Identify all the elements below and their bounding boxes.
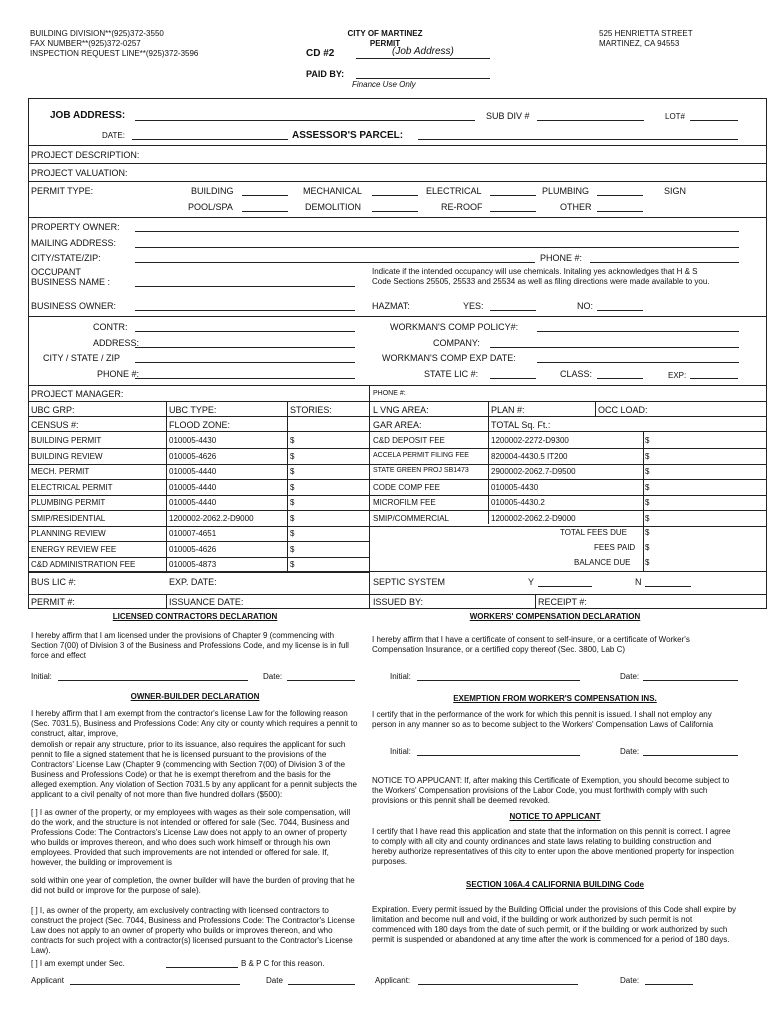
balance-due-label: BALANCE DUE	[574, 558, 631, 567]
divider	[28, 145, 767, 146]
fee-row-line	[28, 510, 369, 511]
owner-builder-p5: [ ] I, as owner of the property, am exclusively contracting with licensed contractors to construct the project (Sec. 7044, Business and Professions Code: The Contractor's License Law does not apply to an owner of property who builds or improves thereon, and who contracts for such project with a contractor(s) licensed pursuant to the Contractor's License Law).	[31, 906, 355, 955]
street-address: 525 HENRIETTA STREET	[599, 29, 693, 38]
no-field[interactable]	[597, 310, 643, 311]
fees-paid-label: FEES PAID	[594, 543, 636, 552]
building-option: BUILDING	[191, 186, 234, 196]
permit-number-label: PERMIT #:	[31, 597, 75, 607]
fee-row-line	[28, 526, 369, 527]
lot-label: LOT#	[665, 112, 686, 121]
fee-name: ENERGY REVIEW FEE	[31, 544, 117, 554]
ubc-grp-label: UBC GRP:	[31, 405, 75, 415]
fee-dollar[interactable]: $	[290, 560, 295, 569]
job-address-label: JOB ADDRESS:	[50, 110, 126, 121]
fee-row-line	[28, 448, 369, 449]
right-date-field[interactable]	[645, 984, 693, 985]
phone2-field[interactable]	[135, 378, 355, 379]
division-phone: BUILDING DIVISION**(925)372-3550	[30, 29, 164, 38]
owner-builder-p4: sold within one year of completion, the owner builder will have the burden of proving that he did not build or improve for the purpose of sale).	[31, 876, 355, 895]
fee-dollar[interactable]: $	[290, 529, 295, 538]
fee-dollar[interactable]: $	[645, 467, 650, 476]
licensed-contractors-title: LICENSED CONTRACTORS DECLARATION	[112, 612, 278, 621]
notice-to-applicant-title: NOTICE TO APPLICANT	[509, 812, 601, 821]
fee-account: 010005-4430	[491, 482, 539, 492]
class-label: CLASS:	[560, 369, 593, 379]
bus-lic-label: BUS LIC #:	[31, 577, 77, 587]
project-manager-label: PROJECT MANAGER:	[31, 389, 124, 399]
city-state-zip-field[interactable]	[135, 262, 535, 263]
fee-name: PLANNING REVIEW	[31, 529, 106, 538]
flood-zone-label: FLOOD ZONE:	[169, 420, 231, 430]
city-address	[599, 29, 693, 49]
exemption-text: I certify that in the performance of the work for which this pennit is issued. I shall not employ any person in any manner so as to become subject to the Workers' Compensation Laws of California	[372, 710, 714, 729]
cd-line	[356, 58, 490, 59]
business-owner-field[interactable]	[135, 310, 355, 311]
owner-date-label: Date	[266, 976, 283, 985]
fee-name: BUILDING REVIEW	[31, 451, 103, 461]
stories-label: STORIES:	[290, 405, 332, 415]
yes-field[interactable]	[490, 310, 536, 311]
fee-name: STATE GREEN PROJ SB1473	[373, 467, 469, 474]
occ-load-label: OCC LOAD:	[598, 405, 648, 415]
owner-applicant-label: Applicant	[31, 976, 64, 985]
workmans-policy-field[interactable]	[537, 331, 739, 332]
total-sq-label: TOTAL Sq. Ft.:	[491, 420, 551, 430]
fee-name: C&D ADMINISTRATION FEE	[31, 560, 136, 569]
receipt-label: RECEIPT #:	[538, 597, 587, 607]
fee-name: BUILDING PERMIT	[31, 436, 102, 445]
plumbing-option: PLUMBING	[542, 186, 590, 196]
company-label: COMPANY:	[433, 338, 480, 348]
phone-field[interactable]	[590, 262, 739, 263]
exp-label: EXP:	[668, 371, 687, 380]
fee-account: 010005-4626	[169, 451, 217, 461]
septic-label: SEPTIC SYSTEM	[373, 577, 446, 587]
workmans-policy-label: WORKMAN'S COMP POLICY#:	[390, 322, 519, 332]
project-description-label: PROJECT DESCRIPTION:	[31, 150, 140, 160]
reroof-field[interactable]	[490, 211, 536, 212]
city-zip: MARTINEZ, CA 94553	[599, 39, 680, 48]
ex-initial-label: Initial:	[390, 747, 411, 756]
divider	[28, 416, 767, 417]
fee-account: 010005-4440	[169, 482, 217, 492]
division-contacts	[30, 29, 198, 59]
assessor-field[interactable]	[418, 139, 738, 140]
column-divider	[287, 401, 288, 571]
no-label: NO:	[577, 301, 594, 311]
column-divider	[166, 594, 167, 609]
permit-type-label: PERMIT TYPE:	[31, 186, 94, 196]
class-field[interactable]	[597, 378, 643, 379]
septic-n: N	[635, 577, 642, 587]
wcd-date-field[interactable]	[643, 680, 738, 681]
lvng-label: L VNG AREA:	[373, 405, 429, 415]
divider	[28, 401, 767, 402]
fee-account: 010005-4873	[169, 560, 217, 569]
owner-builder-p3: [ ] I as owner of the property, or my employees with wages as their sole compensation, will do the work, and the structure is not intended or offered for sale (Sec. 7044, Business and Professions Code: The Contractors's License Law does not apply to an owner of property who builds or improves thereon, and who does such work himself or through his own employees. Provided that such improvements are not intended or offered for sale. If, however, the building or improvement is	[31, 808, 351, 867]
date-field[interactable]	[132, 139, 288, 140]
fee-account: 010005-4430.2	[491, 498, 545, 507]
exempt-field[interactable]	[166, 967, 238, 968]
notice-to-applicant-text: I certify that I have read this application and state that the information on this pennit is correct. I agree to comply with all city and county ordinances and state laws relating to building construction and hereby authorize representatives of this city to enter upon the above mentioned property for inspection purposes.	[372, 827, 734, 866]
workmans-exp-label: WORKMAN'S COMP EXP DATE:	[382, 353, 516, 363]
plan-label: PLAN #:	[491, 405, 525, 415]
fee-dollar[interactable]: $	[290, 482, 295, 492]
issuance-date-label: ISSUANCE DATE:	[169, 597, 244, 607]
phone-label: PHONE #:	[540, 253, 583, 263]
fee-name: MECH. PERMIT	[31, 467, 90, 476]
wcd-date-label: Date:	[620, 672, 640, 681]
owner-builder-p1: I hereby affirm that I am exempt from the contractor's license Law for the following reason (Sec. 7031.5), Business and Professions Code: Any city or county which requires a pennit to construct, altar, improve,	[31, 709, 358, 738]
fee-dollar[interactable]: $	[290, 498, 295, 507]
licensed-contractors-text: I hereby affirm that I am licensed under the provisions of Chapter 9 (commencing with Section 7(00) of Division 3 of the Business and Professions Code, and my license is in full force and effect	[31, 631, 349, 660]
city-title: CITY OF MARTINEZ	[347, 29, 423, 38]
fee-dollar[interactable]: $	[645, 513, 650, 523]
column-divider	[488, 401, 489, 524]
balance-dollar: $	[645, 558, 650, 567]
fee-account: 1200002-2272-D9300	[491, 436, 569, 445]
yes-label: YES:	[463, 301, 484, 311]
company-field[interactable]	[490, 347, 739, 348]
fee-name: PLUMBING PERMIT	[31, 498, 106, 507]
exempt-label: [ ] I am exempt under Sec.	[31, 959, 125, 968]
fee-row-line	[28, 479, 369, 480]
divider	[28, 316, 767, 317]
ex-date-label: Date:	[620, 747, 640, 756]
city-state-zip-label: CITY/STATE/ZIP:	[31, 253, 101, 263]
fee-name: ELECTRICAL PERMIT	[31, 482, 113, 492]
pool-field[interactable]	[242, 211, 288, 212]
divider	[28, 385, 767, 386]
total-dollar: $	[645, 528, 650, 537]
ex-date-field[interactable]	[643, 755, 738, 756]
paid-dollar: $	[645, 543, 650, 552]
fee-row-line	[28, 464, 369, 465]
issued-by-label: ISSUED BY:	[373, 597, 424, 607]
address-label: ADDRESS:	[93, 338, 140, 348]
lot-field[interactable]	[690, 120, 738, 121]
date-label: DATE:	[102, 131, 125, 140]
inspection-line: INSPECTION REQUEST LINE**(925)372-3596	[30, 49, 199, 58]
divider	[28, 431, 767, 432]
workers-comp-text: I hereby affirm that I have a certificate of consent to self-insure, or a certificate of Worker's Compensation Insurance, or a certified copy thereof (Sec. 3800, Lab C)	[372, 635, 690, 654]
notice-to-appucant-text: NOTICE TO APPUCANT: If, after making this Certificate of Exemption, you should become subject to the Workers' Compensation provisions of the Labor Code, you must forthwith comply with such provisions or this pennit shall be deemed revoked.	[372, 776, 730, 805]
workers-comp-title: WORKERS' COMPENSATION DECLARATION	[469, 612, 641, 621]
ex-initial-field[interactable]	[417, 755, 580, 756]
fee-row-line	[369, 495, 767, 496]
wcd-initial-field[interactable]	[417, 680, 580, 681]
fee-account: 2900002-2062.7-D9500	[491, 467, 576, 476]
divider	[28, 594, 767, 595]
permit-title: PERMIT	[369, 39, 401, 48]
fee-name: MICROFILM FEE	[373, 498, 436, 507]
city-state-zip2-label: CITY / STATE / ZIP	[43, 353, 121, 363]
lcd-date-label: Date:	[263, 672, 283, 681]
fee-row-line	[369, 526, 767, 527]
subdiv-field[interactable]	[537, 120, 644, 121]
fee-name: ACCELA PERMIT FILING FEE	[373, 451, 469, 459]
contr-field[interactable]	[135, 331, 355, 332]
mechanical-option: MECHANICAL	[303, 186, 363, 196]
business-owner-label: BUSINESS OWNER:	[31, 301, 117, 311]
right-applicant-label: Applicant:	[375, 976, 411, 985]
electrical-option: ELECTRICAL	[426, 186, 482, 196]
census-label: CENSUS #:	[31, 420, 79, 430]
owner-builder-title: OWNER-BUILDER DECLARATION	[130, 692, 260, 701]
fee-row-line	[369, 464, 767, 465]
workmans-exp-field[interactable]	[537, 362, 739, 363]
cd-label: CD #2	[306, 48, 335, 59]
fee-name: SMIP/RESIDENTIAL	[31, 513, 106, 523]
phone2-label: PHONE #:	[97, 369, 140, 379]
right-applicant-field[interactable]	[418, 984, 578, 985]
fee-name: CODE COMP FEE	[373, 482, 440, 492]
state-lic-label: STATE LIC #:	[424, 369, 479, 379]
owner-applicant-field[interactable]	[70, 984, 240, 985]
right-date-label: Date:	[620, 976, 640, 985]
total-fees-label: TOTAL FEES DUE	[560, 528, 627, 537]
exemption-title: EXEMPTION FROM WORKER'S COMPENSATION INS.	[453, 694, 657, 703]
fee-dollar[interactable]: $	[645, 498, 650, 507]
fee-row-line	[28, 557, 369, 558]
property-owner-field[interactable]	[135, 231, 739, 232]
fee-row-line	[28, 541, 369, 542]
lcd-date-field[interactable]	[287, 680, 355, 681]
fee-dollar[interactable]: $	[290, 467, 295, 476]
section-106-title: SECTION 106A.4 CALIFORNIA BUILDING Code	[466, 880, 644, 889]
occupant-text: OCCUPANT	[31, 267, 81, 277]
project-valuation-label: PROJECT VALUATION:	[31, 168, 128, 178]
property-owner-label: PROPERTY OWNER:	[31, 222, 120, 232]
fee-account: 1200002-2062.2-D9000	[491, 513, 576, 523]
business-name-field[interactable]	[135, 286, 355, 287]
septic-y-field[interactable]	[538, 586, 592, 587]
septic-y: Y	[528, 577, 535, 587]
job-address-field[interactable]	[135, 120, 475, 121]
fee-dollar[interactable]: $	[645, 482, 650, 492]
state-lic-field[interactable]	[490, 378, 536, 379]
fee-dollar[interactable]: $	[290, 544, 295, 554]
plumbing-field[interactable]	[597, 195, 643, 196]
mailing-label: MAILING ADDRESS:	[31, 238, 117, 248]
owner-builder-p2: demolish or repair any structure, prior to its issuance, also requires the applicant for such pennit to file a signed statement that he is licensed pursuant to the provisions of the Contractors' License Law (Chapter 9 (commencing with Section 7(00) of Division 3 of the Business and Professions Code) or that he is exempt therefrom and the basis for the alleged exemption. Any violation of Section 7031.5 by any applicant for a pennit subjects the applicant to a civil penalty of not more than five hundred dollars ($500):	[31, 740, 357, 799]
building-field[interactable]	[242, 195, 288, 196]
sign-option: SIGN	[664, 186, 687, 196]
chemical-note: Indicate if the intended occupancy will use chemicals. Initaling yes acknowledges that H & S Code Sections 25505, 25533 and 25534 as well as filing directions were made available to you.	[372, 267, 710, 286]
phone3-label: PHONE #:	[373, 390, 406, 397]
other-field[interactable]	[597, 211, 643, 212]
fee-row-line	[28, 572, 369, 573]
paid-by-line[interactable]	[356, 78, 490, 79]
gar-area-label: GAR AREA:	[373, 420, 422, 430]
fee-row-line	[369, 448, 767, 449]
fax-number: FAX NUMBER**(925)372-0257	[30, 39, 141, 48]
divider	[28, 217, 767, 218]
lcd-initial-field[interactable]	[58, 680, 248, 681]
assessor-label: ASSESSOR'S PARCEL:	[292, 130, 404, 141]
mechanical-field[interactable]	[372, 195, 418, 196]
fee-name: SMIP/COMMERCIAL	[373, 513, 450, 523]
exp-date-label: EXP. DATE:	[169, 577, 217, 587]
job-address-hint: (Job Address)	[392, 46, 454, 57]
fee-dollar[interactable]: $	[290, 513, 295, 523]
fee-account: 010005-4440	[169, 467, 217, 476]
fee-row-line	[369, 510, 767, 511]
ubc-type-label: UBC TYPE:	[169, 405, 217, 415]
fee-account: 1200002-2062.2-D9000	[169, 513, 254, 523]
address-field[interactable]	[135, 347, 355, 348]
fee-dollar[interactable]: $	[290, 436, 295, 445]
business-name-text: BUSINESS NAME :	[31, 277, 111, 287]
occupant-label	[31, 267, 110, 287]
contr-label: CONTR:	[93, 322, 128, 332]
fee-account: 010005-4626	[169, 544, 217, 554]
fee-dollar[interactable]: $	[645, 436, 650, 445]
mailing-field[interactable]	[135, 247, 739, 248]
owner-date-field[interactable]	[288, 984, 355, 985]
fee-account: 010007-4651	[169, 529, 217, 538]
reroof-option: RE-ROOF	[441, 202, 483, 212]
septic-n-field[interactable]	[645, 586, 691, 587]
demolition-option: DEMOLITION	[305, 202, 362, 212]
fee-account: 010005-4430	[169, 436, 217, 445]
fee-dollar[interactable]: $	[290, 451, 295, 461]
pool-option: POOL/SPA	[188, 202, 233, 212]
column-divider	[595, 401, 596, 416]
subdiv-label: SUB DIV #	[486, 111, 530, 121]
wcd-initial-label: Initial:	[390, 672, 411, 681]
electrical-field[interactable]	[490, 195, 536, 196]
hazmat-label: HAZMAT:	[372, 301, 410, 311]
fee-account: 820004-4430.5 IT200	[491, 451, 568, 461]
fee-dollar[interactable]: $	[645, 451, 650, 461]
bpc-label: B & P C for this reason.	[241, 959, 325, 968]
paid-by-label: PAID BY:	[306, 69, 345, 79]
exp-field[interactable]	[690, 378, 738, 379]
other-option: OTHER	[560, 202, 592, 212]
column-divider	[166, 401, 167, 571]
city-state-zip2-field[interactable]	[135, 362, 355, 363]
fee-row-line	[28, 495, 369, 496]
fee-row-line	[369, 479, 767, 480]
section-106-text: Expiration. Every permit issued by the Building Official under the provisions of this Code shall expire by limitation and become null and void, if the building or work authorized by such permit is not commenced with 180 days from the date of such permit, or if the building or work authorized by such permit is suspended or abandoned at any time after the work is commenced for a period of 180 days.	[372, 905, 737, 944]
divider	[28, 163, 767, 164]
column-divider	[535, 594, 536, 609]
column-divider	[643, 431, 644, 571]
finance-note: Finance Use Only	[352, 80, 416, 89]
column-divider	[369, 385, 370, 609]
lcd-initial-label: Initial:	[31, 672, 52, 681]
divider	[28, 181, 767, 182]
fee-account: 010005-4440	[169, 498, 217, 507]
fee-name: C&D DEPOSIT FEE	[373, 436, 445, 445]
demolition-field[interactable]	[372, 211, 418, 212]
